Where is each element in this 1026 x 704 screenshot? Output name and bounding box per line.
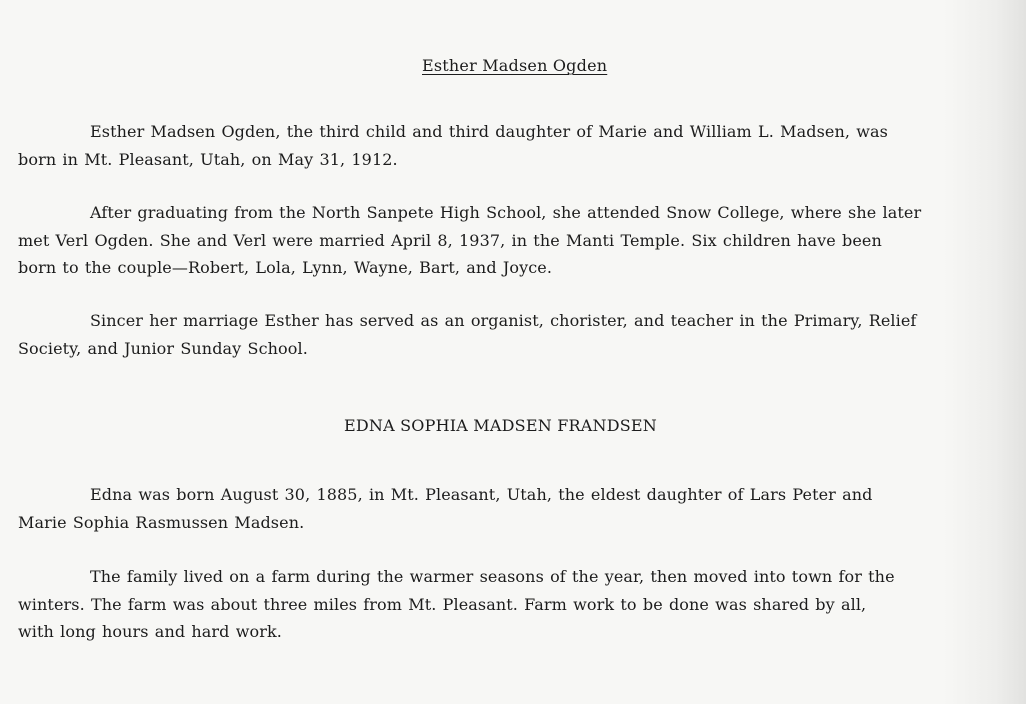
paragraph-edna-birth	[18, 481, 1008, 536]
text-line: Society, and Junior Sunday School.	[18, 338, 308, 358]
paragraph-edna-farm	[18, 563, 1008, 646]
text-line: with long hours and hard work.	[18, 622, 282, 641]
text-line: Esther Madsen Ogden, the third child and third daughter of Marie and William L. Madsen, was	[90, 122, 888, 141]
paragraph-esther-birth	[18, 118, 1008, 173]
text-line: met Verl Ogden. She and Verl were married April 8, 1937, in the Manti Temple. Six children have been	[18, 230, 882, 250]
text-line: After graduating from the North Sanpete High School, she attended Snow College, where she later	[90, 203, 922, 222]
text-line: Sincer her marriage Esther has served as an organist, chorister, and teacher in the Primary, Relief	[90, 311, 917, 330]
paragraph-esther-marriage	[18, 199, 1008, 282]
paragraph-esther-service	[18, 307, 1008, 362]
section-heading-esther: Esther Madsen Ogden	[422, 56, 608, 75]
section-heading-edna: EDNA SOPHIA MADSEN FRANDSEN	[344, 416, 657, 435]
text-line: born to the couple—Robert, Lola, Lynn, Wayne, Bart, and Joyce.	[18, 258, 553, 277]
text-line: winters. The farm was about three miles from Mt. Pleasant. Farm work to be done was shared by all,	[18, 594, 867, 614]
text-line: Edna was born August 30, 1885, in Mt. Pleasant, Utah, the eldest daughter of Lars Peter and	[90, 485, 873, 504]
text-line: Marie Sophia Rasmussen Madsen.	[18, 512, 305, 532]
text-line: The family lived on a farm during the warmer seasons of the year, then moved into town for the	[90, 567, 895, 586]
text-line: born in Mt. Pleasant, Utah, on May 31, 1912.	[18, 149, 398, 169]
